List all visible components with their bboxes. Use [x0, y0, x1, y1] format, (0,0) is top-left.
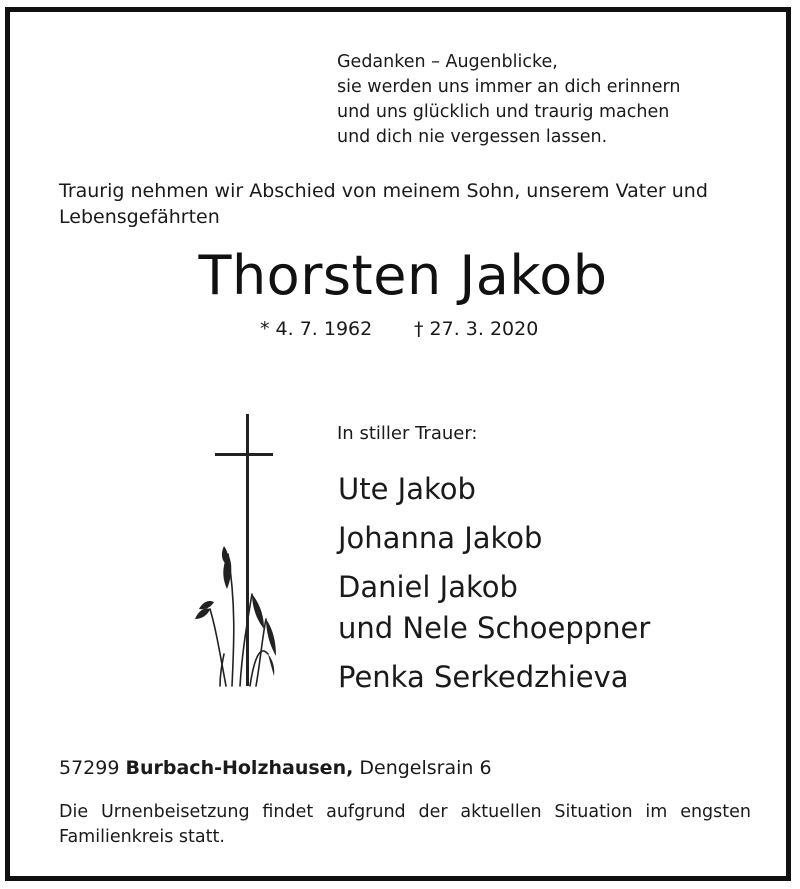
- deceased-name: Thorsten Jakob: [198, 244, 608, 307]
- poem-line: und dich nie vergessen lassen.: [337, 127, 608, 147]
- mourner: [338, 518, 650, 559]
- death-date: † 27. 3. 2020: [414, 318, 539, 340]
- mourners-list: [338, 469, 650, 706]
- birth-date: * 4. 7. 1962: [260, 318, 373, 340]
- mourner-name: Johanna Jakob: [338, 521, 543, 555]
- address: [59, 755, 492, 781]
- address-zip: 57299: [59, 757, 120, 779]
- mourner: [338, 469, 650, 510]
- mourner-name: Ute Jakob: [338, 472, 476, 506]
- mourner-name: Penka Serkedzhieva: [338, 660, 629, 694]
- funeral-note: Die Urnenbeisetzung findet aufgrund der aktuellen Situation im engsten Familienkreis statt.: [59, 802, 751, 847]
- intro-text: Traurig nehmen wir Abschied von meinem Sohn, unserem Vater und Lebensgefährten: [59, 180, 708, 228]
- mourner: [338, 657, 650, 698]
- address-street: Dengelsrain 6: [359, 757, 492, 779]
- mourner-name: Daniel Jakob: [338, 570, 518, 604]
- poem-line: Gedanken – Augenblicke,: [337, 52, 558, 72]
- mourner: [338, 567, 650, 649]
- mourning-label: In stiller Trauer:: [337, 423, 478, 444]
- mourner-name: und Nele Schoeppner: [338, 611, 651, 645]
- poem-line: sie werden uns immer an dich erinnern: [337, 77, 681, 97]
- poem: [337, 50, 681, 150]
- poem-line: und uns glücklich und traurig machen: [337, 102, 670, 122]
- obituary-card: [5, 7, 791, 881]
- address-town: Burbach-Holzhausen,: [125, 757, 354, 779]
- cross-with-wheat-icon: [190, 414, 290, 694]
